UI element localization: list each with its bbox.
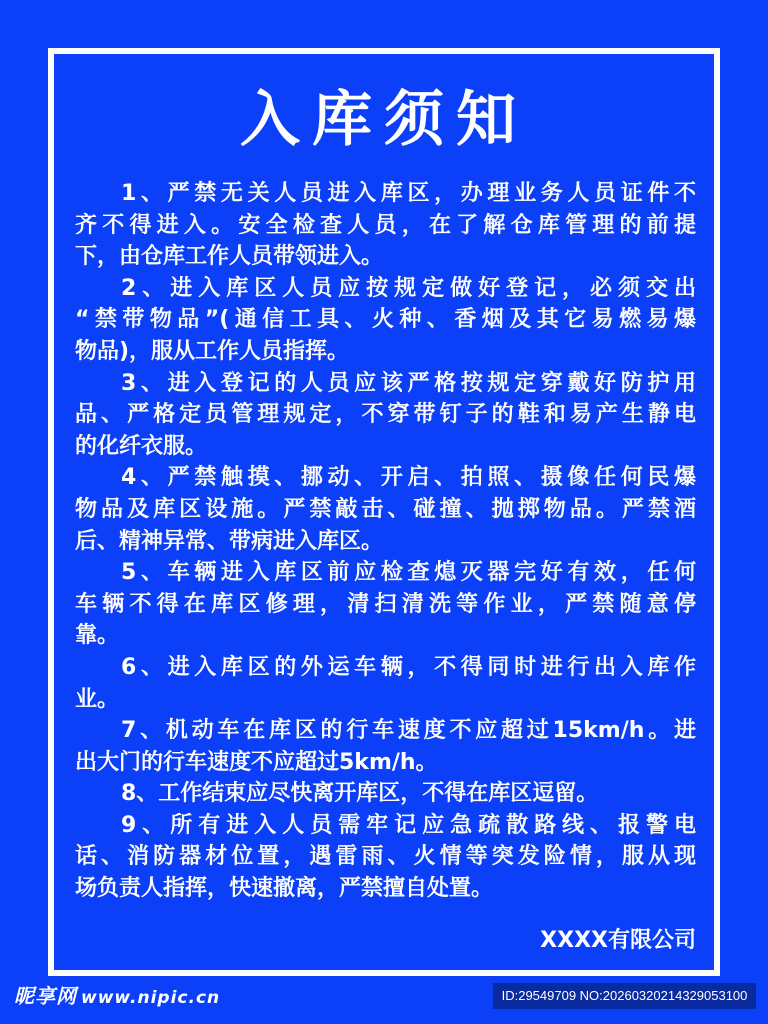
notice-line: 业。: [75, 686, 120, 712]
notice-line: 齐不得进入。安全检查人员，在了解仓库管理的前提: [75, 212, 696, 238]
image-id-label: ID:29549709 NO:20260320214329053100: [493, 983, 756, 1009]
watermark-logo-text: 昵享网: [14, 984, 77, 1008]
notice-line: 6、进入库区的外运车辆，不得同时进行出入库作: [121, 654, 696, 680]
notice-line: 2、进入库区人员应按规定做好登记，必须交出: [121, 275, 696, 301]
page-title: 入库须知: [240, 85, 528, 155]
notice-line: 话、消防器材位置，遇雷雨、火情等突发险情，服从现: [75, 844, 696, 870]
notice-line: 物品及库区设施。严禁敲击、碰撞、抛掷物品。严禁酒: [75, 496, 696, 522]
notice-line: 车辆不得在库区修理，清扫清洗等作业，严禁随意停: [75, 591, 696, 617]
notice-line: 物品)，服从工作人员指挥。: [75, 338, 350, 364]
notice-line: 的化纤衣服。: [75, 433, 208, 459]
notice-line: “禁带物品”(通信工具、火种、香烟及其它易燃易爆: [75, 307, 696, 333]
notice-line: 场负责人指挥，快速撤离，严禁擅自处置。: [75, 876, 494, 902]
notice-line: 3、进入登记的人员应该严格按规定穿戴好防护用: [121, 370, 696, 396]
company-name: XXXX有限公司: [540, 928, 696, 953]
notice-line: 5、车辆进入库区前应检查熄灭器完好有效，任何: [121, 560, 696, 586]
notice-line: 7、机动车在库区的行车速度不应超过15km/h。进: [121, 718, 696, 744]
watermark-url: www.nipic.cn: [81, 988, 221, 1008]
notice-line: 后、精神异常、带病进入库区。: [75, 528, 384, 554]
notice-line: 品、严格定员管理规定，不穿带钉子的鞋和易产生静电: [75, 402, 696, 428]
notice-line: 出大门的行车速度不应超过5km/h。: [75, 749, 438, 775]
notice-line: 9、所有进入人员需牢记应急疏散路线、报警电: [121, 812, 696, 838]
notice-line: 下，由仓库工作人员带领进入。: [75, 244, 384, 270]
notice-body: [75, 178, 696, 905]
notice-line: 靠。: [75, 623, 120, 649]
notice-line: 1、严禁无关人员进入库区，办理业务人员证件不: [121, 181, 696, 206]
watermark-logo: [14, 982, 220, 1012]
notice-line: 4、严禁触摸、挪动、开启、拍照、摄像任何民爆: [121, 465, 696, 491]
notice-line: 8、工作结束应尽快离开库区，不得在库区逗留。: [121, 781, 599, 807]
